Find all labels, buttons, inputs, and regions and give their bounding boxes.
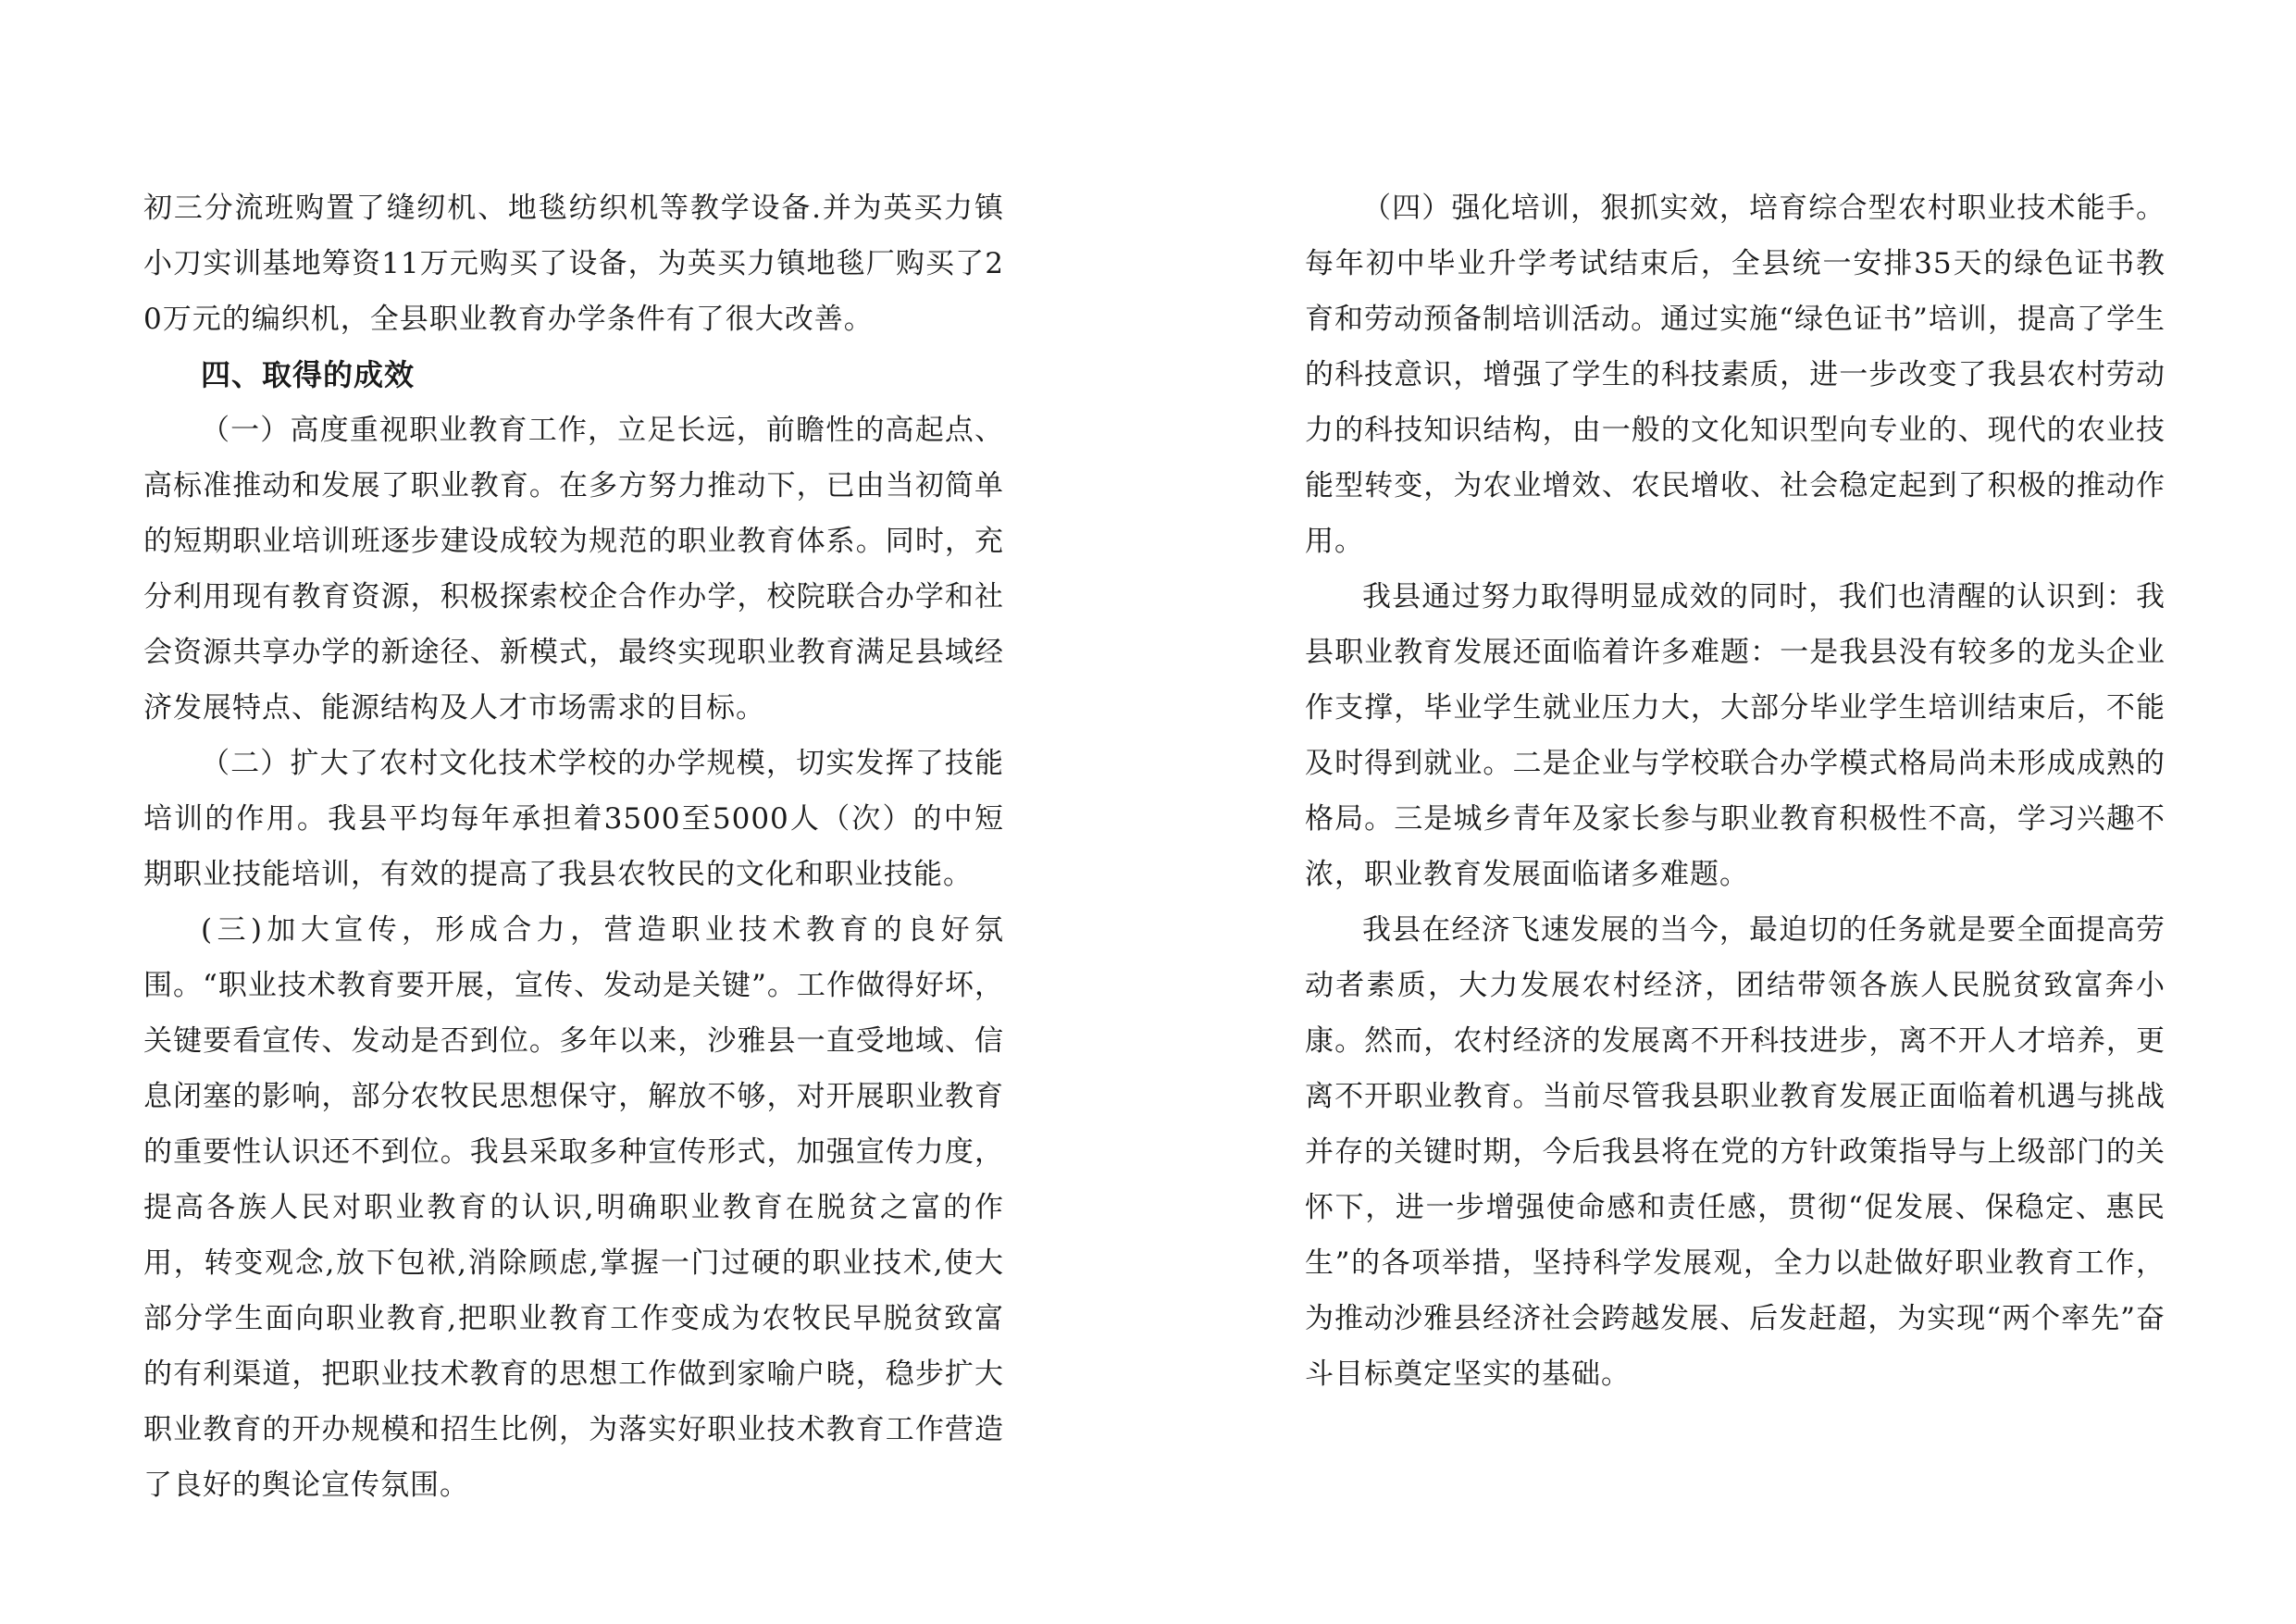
left-column	[143, 180, 1004, 1513]
paragraph-item-4: （四）强化培训，狠抓实效，培育综合型农村职业技术能手。每年初中毕业升学考试结束后，全县统一安排35天的绿色证书教育和劳动预备制培训活动。通过实施“绿色证书”培训，提高了学生的科技意识，增强了学生的科技素质，进一步改变了我县农村劳动力的科技知识结构，由一般的文化知识型向专业的、现代的农业技能型转变，为农业增效、农民增收、社会稳定起到了积极的推动作用。	[1305, 192, 2166, 558]
paragraph-item-1: （一）高度重视职业教育工作，立足长远，前瞻性的高起点、高标准推动和发展了职业教育。在多方努力推动下，已由当初简单的短期职业培训班逐步建设成较为规范的职业教育体系。同时，充分利用现有教育资源，积极探索校企合作办学，校院联合办学和社会资源共享办学的新途径、新模式，最终实现职业教育满足县域经济发展特点、能源结构及人才市场需求的目标。	[143, 414, 1004, 725]
paragraph-item-3: (三)加大宣传，形成合力，营造职业技术教育的良好氛围。“职业技术教育要开展，宣传、发动是关键”。工作做得好坏，关键要看宣传、发动是否到位。多年以来，沙雅县一直受地域、信息闭塞的影响，部分农牧民思想保守，解放不够，对开展职业教育的重要性认识还不到位。我县采取多种宣传形式，加强宣传力度，提高各族人民对职业教育的认识,明确职业教育在脱贫之富的作用，转变观念,放下包袱,消除顾虑,掌握一门过硬的职业技术,使大部分学生面向职业教育,把职业教育工作变成为农牧民早脱贫致富的有利渠道，把职业技术教育的思想工作做到家喻户晓，稳步扩大职业教育的开办规模和招生比例，为落实好职业技术教育工作营造了良好的舆论宣传氛围。	[143, 913, 1004, 1502]
paragraph-continuation: 初三分流班购置了缝纫机、地毯纺织机等教学设备.并为英买力镇小刀实训基地筹资11万元购买了设备，为英买力镇地毯厂购买了20万元的编织机，全县职业教育办学条件有了很大改善。	[143, 192, 1004, 336]
paragraph-conclusion: 我县在经济飞速发展的当今，最迫切的任务就是要全面提高劳动者素质，大力发展农村经济，团结带领各族人民脱贫致富奔小康。然而，农村经济的发展离不开科技进步，离不开人才培养，更离不开职业教育。当前尽管我县职业教育发展正面临着机遇与挑战并存的关键时期，今后我县将在党的方针政策指导与上级部门的关怀下，进一步增强使命感和责任感，贯彻“促发展、保稳定、惠民生”的各项举措，坚持科学发展观，全力以赴做好职业教育工作，为推动沙雅县经济社会跨越发展、后发赶超，为实现“两个率先”奋斗目标奠定坚实的基础。	[1305, 913, 2166, 1391]
section-heading: 四、取得的成效	[201, 357, 416, 392]
paragraph-item-2: （二）扩大了农村文化技术学校的办学规模，切实发挥了技能培训的作用。我县平均每年承担着3500至5000人（次）的中短期职业技能培训，有效的提高了我县农牧民的文化和职业技能。	[143, 747, 1004, 891]
paragraph-challenges: 我县通过努力取得明显成效的同时，我们也清醒的认识到：我县职业教育发展还面临着许多难题：一是我县没有较多的龙头企业作支撑，毕业学生就业压力大，大部分毕业学生培训结束后，不能及时得到就业。二是企业与学校联合办学模式格局尚未形成成熟的格局。三是城乡青年及家长参与职业教育积极性不高，学习兴趣不浓，职业教育发展面临诸多难题。	[1305, 580, 2166, 891]
right-column	[1305, 180, 2166, 1402]
